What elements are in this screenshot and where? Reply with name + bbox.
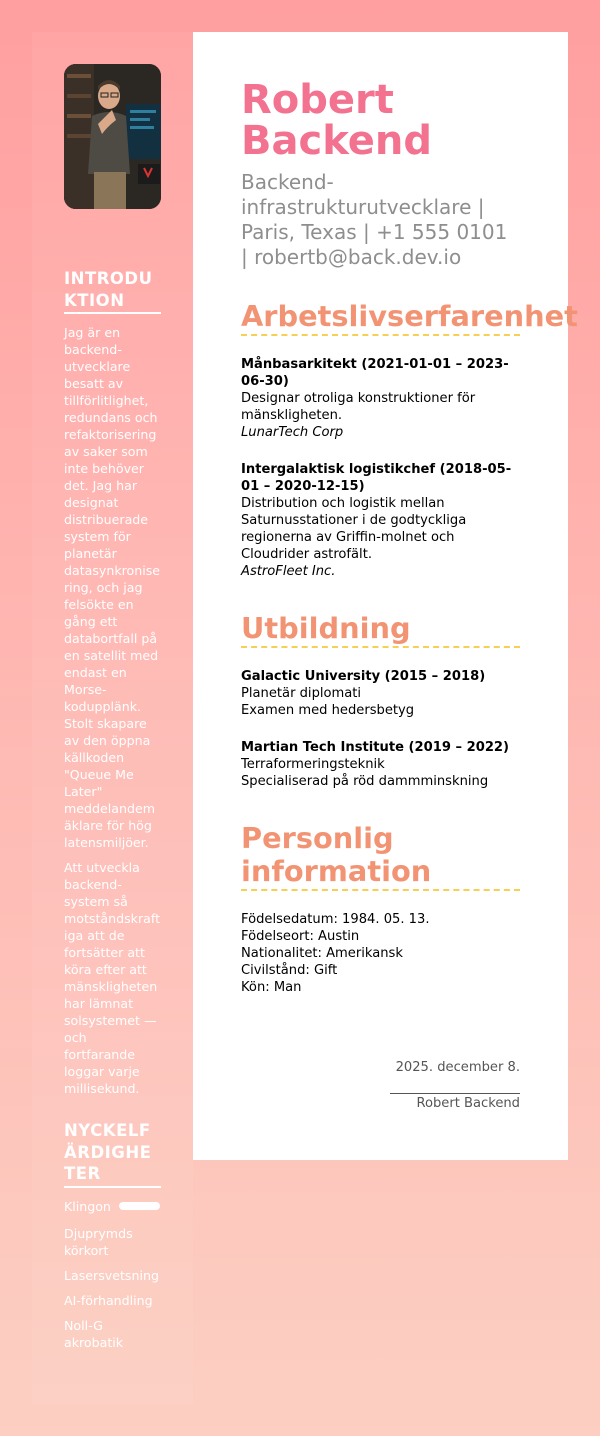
profile-photo-image — [64, 64, 161, 209]
entry-line: Examen med hedersbetyg — [241, 703, 415, 718]
contact-subtitle: Backend-infrastrukturutvecklare | Paris, Texas | +1 555 0101 | robertb@back.dev.io — [241, 170, 508, 269]
experience-section — [241, 299, 578, 580]
skill-label: Djuprymds körkort — [64, 1225, 133, 1258]
education-entry — [241, 668, 520, 719]
person-name: Robert Backend — [241, 77, 432, 164]
personal-section — [241, 822, 520, 996]
entry-title: Månbasarkitekt (2021-01-01 – 2023-06-30) — [241, 357, 509, 389]
entry-title: Galactic University (2015 – 2018) — [241, 669, 486, 684]
entry-organization: AstroFleet Inc. — [241, 564, 336, 579]
entry-line: Terraformeringsteknik — [241, 757, 385, 772]
skill-label: Noll-G akrobatik — [64, 1317, 124, 1350]
entry-title: Intergalaktisk logistikchef (2018-05-01 – 2020-12-15) — [241, 462, 512, 494]
experience-entry — [241, 356, 520, 441]
experience-heading: Arbetslivserfarenhet — [241, 300, 520, 336]
entry-line: Planetär diplomati — [241, 686, 362, 701]
introduction-heading: INTRODUKTION — [64, 268, 161, 314]
entry-title: Martian Tech Institute (2019 – 2022) — [241, 740, 510, 755]
education-entry — [241, 739, 520, 790]
skills-heading: NYCKELFÄRDIGHETER — [64, 1120, 161, 1188]
personal-info-line: Födelseort: Austin — [241, 929, 360, 944]
personal-heading: Personlig information — [241, 822, 520, 891]
education-heading: Utbildning — [241, 612, 520, 648]
introduction-paragraph: Att utveckla backend-system så motståndskraftiga att de fortsätter att köra efter att mänskligheten har lämnat solsystemet — och fortfarande loggar varje millisekund. — [64, 860, 161, 1096]
personal-info-line: Civilstånd: Gift — [241, 963, 338, 978]
introduction-paragraph: Jag är en backend-utvecklare besatt av tillförlitlighet, redundans och refaktorisering av saker som inte behöver det. Jag har designat distribuerade system för planetär datasynkronisering, och jag felsökte en gång ett databortfall på en satellit med endast en Morse-kodupplänk. Stolt skapare av den öppna källkoden "Queue Me Later" meddelandemäklare för hög latensmiljöer. — [64, 325, 161, 850]
entry-organization: LunarTech Corp — [241, 425, 344, 440]
skills-section — [64, 1120, 161, 1351]
entry-line: Specialiserad på röd dammminskning — [241, 774, 489, 789]
skill-label: Lasersvetsning — [64, 1267, 159, 1283]
personal-info — [241, 911, 520, 996]
education-section — [241, 612, 520, 790]
skill-item — [64, 1198, 161, 1215]
entry-description: Designar otroliga konstruktioner för mänskligheten. — [241, 391, 476, 423]
resume-main — [193, 32, 578, 1160]
personal-info-line: Nationalitet: Amerikansk — [241, 946, 403, 961]
skill-label: AI-förhandling — [64, 1292, 153, 1308]
personal-info-line: Kön: Man — [241, 980, 302, 995]
personal-info-line: Födelsedatum: 1984. 05. 13. — [241, 912, 430, 927]
introduction-section — [64, 268, 161, 1097]
profile-photo — [64, 64, 161, 209]
signature-block — [390, 1060, 520, 1111]
experience-entry — [241, 461, 520, 580]
signature-name: Robert Backend — [390, 1093, 520, 1111]
entry-description: Distribution och logistik mellan Saturnusstationer i de godtyckliga regionerna av Griffin-molnet och Cloudrider astrofält. — [241, 496, 467, 562]
skill-level-bar — [119, 1202, 160, 1210]
signature-date: 2025. december 8. — [395, 1060, 520, 1075]
skill-label: Klingon — [64, 1198, 111, 1214]
